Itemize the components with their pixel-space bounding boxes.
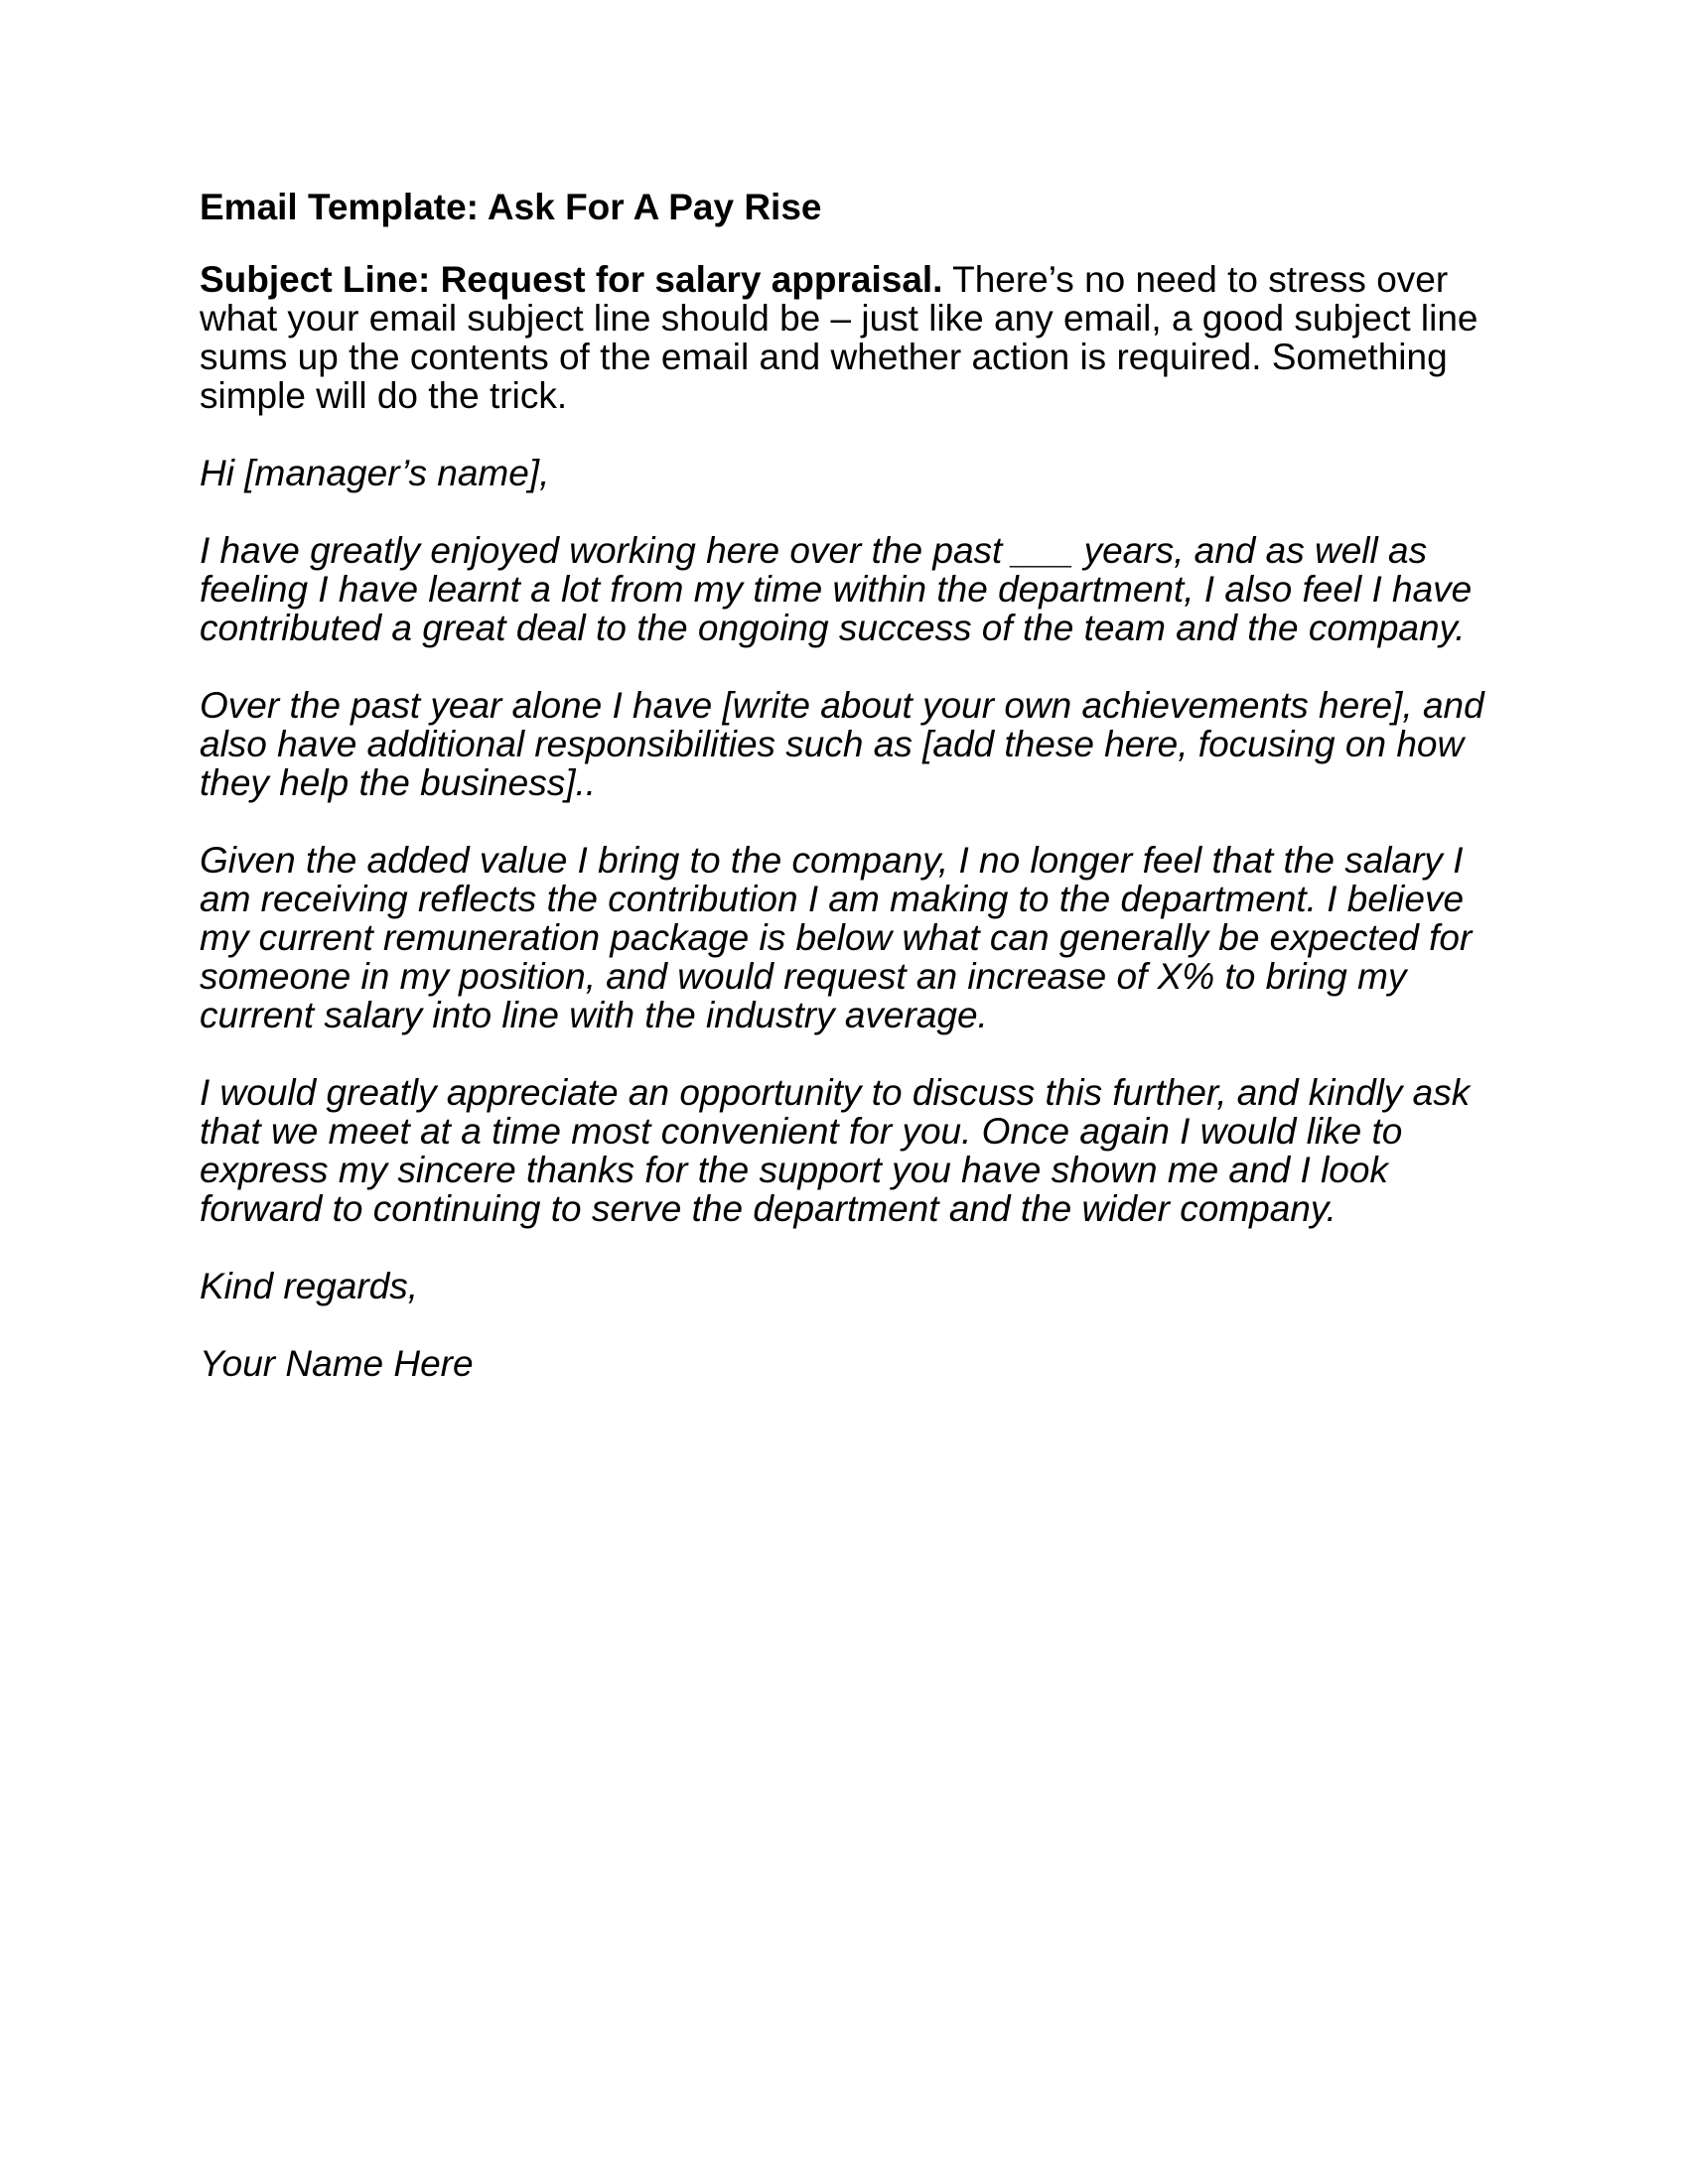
email-signature: Your Name Here (200, 1343, 474, 1384)
email-paragraph: I have greatly enjoyed working here over the past ___ years, and as well as feeling I have learnt a lot from my time within the department, I also feel I have contributed a great deal to the ongoing success of the team and the company. (200, 530, 1473, 648)
email-closing: Kind regards, (200, 1266, 419, 1306)
email-paragraph: Over the past year alone I have [write about your own achievements here], and also have additional responsibilities such as [add these here, focusing on how they help the business].. (200, 685, 1484, 803)
subject-line-label: Subject Line: Request for salary appraisal. (200, 259, 943, 300)
email-body (200, 454, 1510, 1383)
document-content (200, 185, 1510, 1422)
subject-line-description: There’s no need to stress over what your email subject line should be – just like any email, a good subject line sums up the contents of the email and whether action is required. Something simple will do the trick. (200, 259, 1478, 416)
subject-line-paragraph (200, 260, 1510, 415)
document-title: Email Template: Ask For A Pay Rise (200, 187, 822, 227)
email-paragraph: Given the added value I bring to the company, I no longer feel that the salary I am receiving reflects the contribution I am making to the department. I believe my current remuneration package is below what can generally be expected for someone in my position, and would request an increase of X% to bring my current salary into line with the industry average. (200, 840, 1473, 1035)
email-paragraph: I would greatly appreciate an opportunity to discuss this further, and kindly ask that we meet at a time most convenient for you. Once again I would like to express my sincere thanks for the support you have shown me and I look forward to continuing to serve the department and the wider company. (200, 1072, 1471, 1229)
email-greeting: Hi [manager’s name], (200, 453, 550, 493)
